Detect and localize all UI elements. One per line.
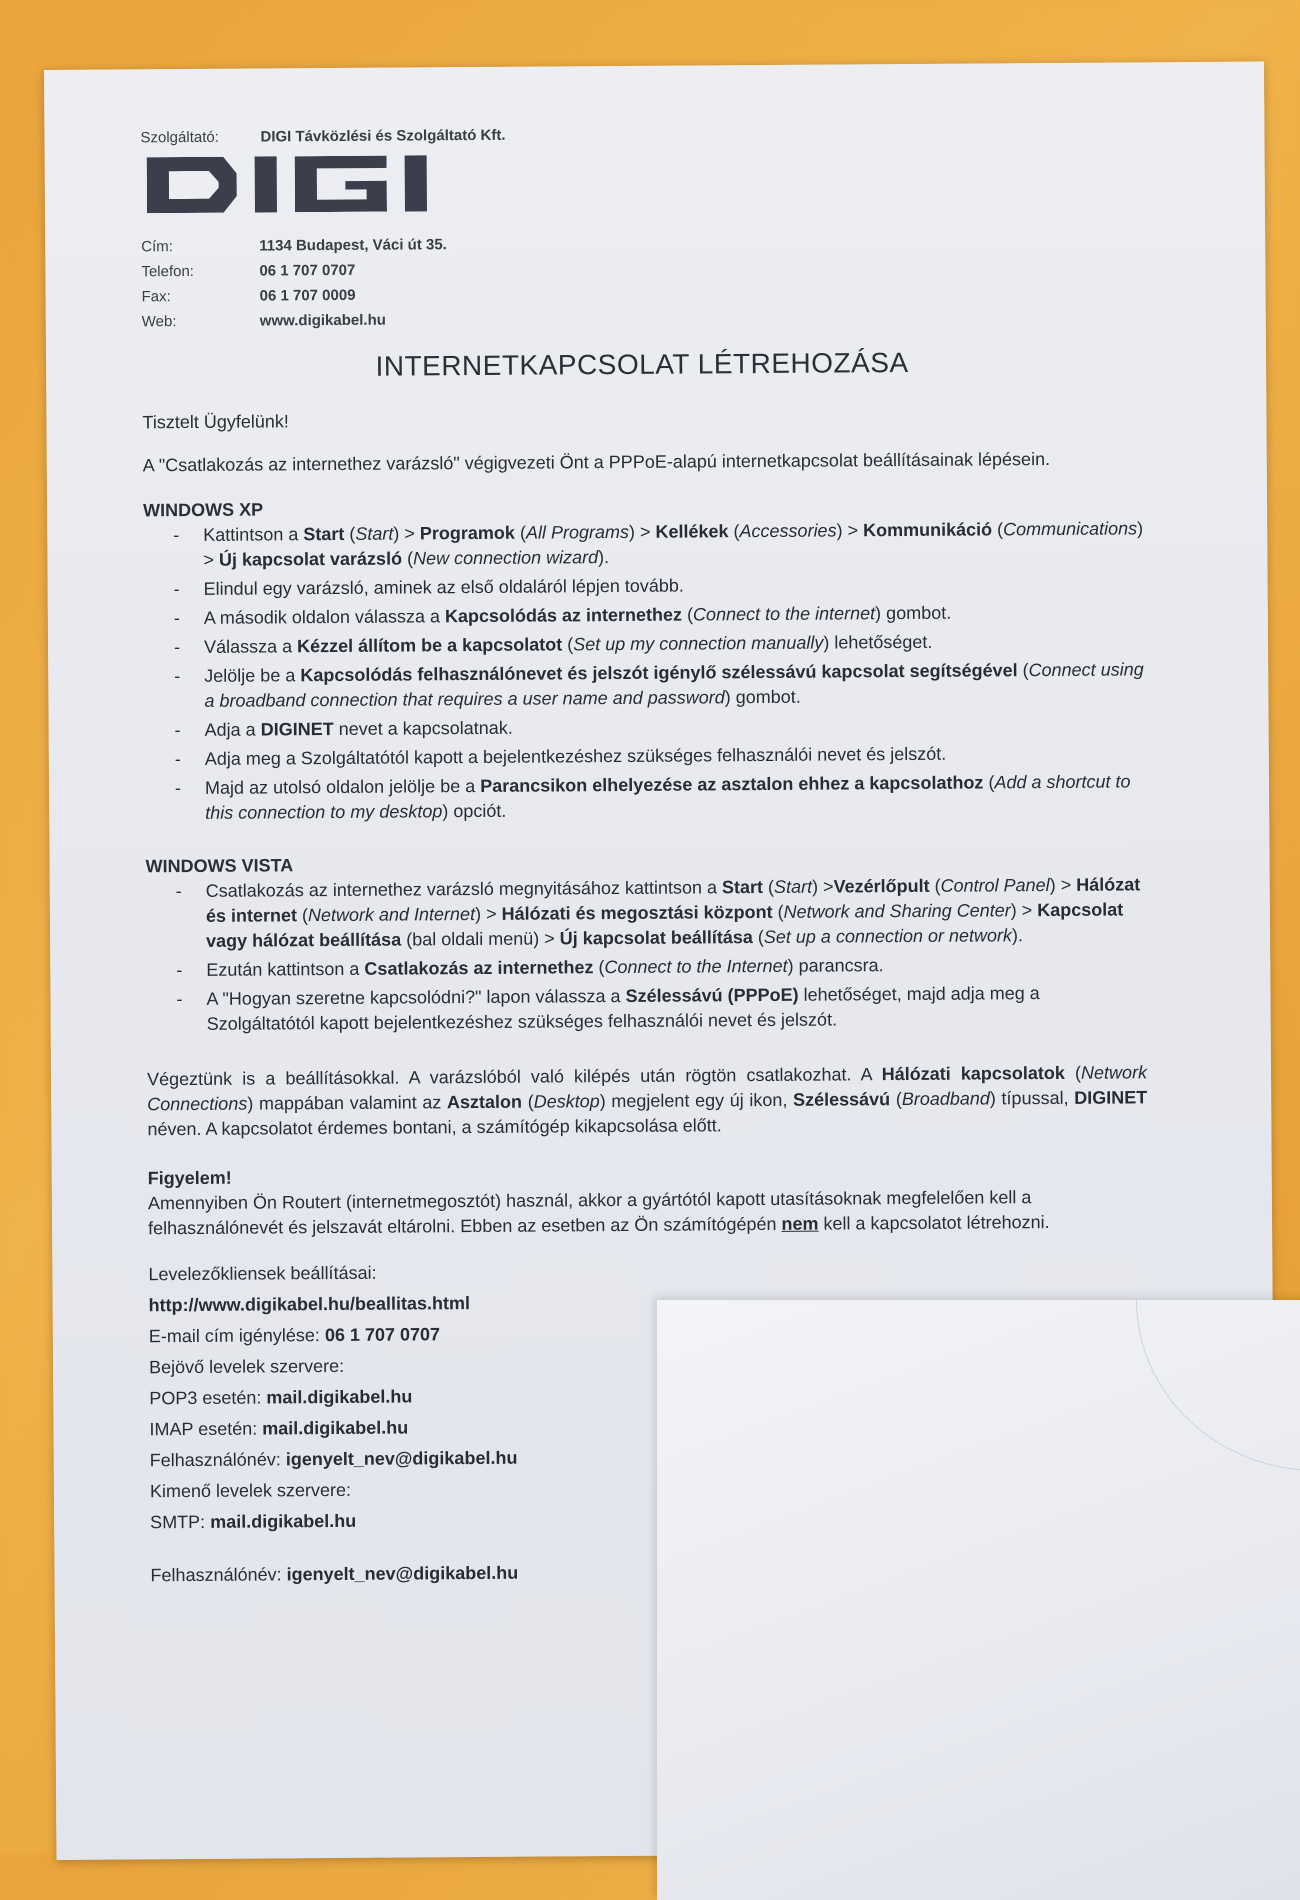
logo-letter-g xyxy=(295,156,387,213)
xp-step-1: - Kattintson a Start (Start) > Programok (All Programs) > Kellékek (Accessories) > Kommunikáció (Communications) > Új kapcsolat varázsló (New connection wizard). xyxy=(173,516,1143,573)
closing-paragraph: Végeztünk is a beállításokkal. A varázslóból való kilépés után rögtön csatlakozhat. A Hálózati kapcsolatok (Network Connections) mappában valamint az Asztalon (Desktop) megjelent egy új ikon, Szélessávú (Broadband) típussal, DIGINET néven. A kapcsolatot érdemes bontani, a számítógép kikapcsolása előtt. xyxy=(146,1062,1148,1140)
pop3-row: POP3 esetén: mail.digikabel.hu xyxy=(149,1386,413,1409)
provider-name: DIGI Távközlési és Szolgáltató Kft. xyxy=(260,126,506,146)
phone-value: 06 1 707 0707 xyxy=(259,261,356,280)
address-row xyxy=(141,231,1141,255)
greeting: Tisztelt Ügyfelünk! xyxy=(142,411,289,433)
vista-step-2: - Ezután kattintson a Csatlakozás az internethez (Connect to the Internet) parancsra. xyxy=(176,951,1146,983)
username-row-2: Felhasználónév: igenyelt_nev@digikabel.hu xyxy=(150,1562,519,1586)
provider-label: Szolgáltató: xyxy=(140,128,219,147)
warning-paragraph: Amennyiben Ön Routert (internetmegosztót) használ, akkor a gyártótól kapott utasításoknak megfelelően kell a felhasználónevét és jelszavát eltárolni. Ebben az esetben az Ön számítógépén nem kell a kapcsolatot létrehozni. xyxy=(147,1187,1050,1239)
fax-label: Fax: xyxy=(141,288,171,306)
logo-letter-i2 xyxy=(405,155,427,211)
contact-info xyxy=(141,231,1142,330)
xp-step-6: - Adja a DIGINET nevet a kapcsolatnak. xyxy=(175,711,1145,743)
mail-heading: Levelezőkliensek beállításai: xyxy=(148,1262,377,1285)
logo-letter-d xyxy=(147,157,237,214)
incoming-heading: Bejövő levelek szervere: xyxy=(148,1355,345,1378)
xp-step-7: - Adja meg a Szolgáltatótól kapott a bejelentkezéshez szükséges felhasználói nevet és jelszót. xyxy=(175,740,1145,772)
warning-title: Figyelem! xyxy=(147,1167,232,1189)
fax-row xyxy=(142,281,1142,305)
vista-step-3: - A "Hogyan szeretne kapcsolódni?" lapon válassza a Szélessávú (PPPoE) lehetőséget, majd adja meg a Szolgáltatótól kapott bejelentkezéshez szükséges felhasználói nevet és jelszót. xyxy=(176,980,1146,1037)
phone-row xyxy=(141,256,1141,280)
xp-heading: WINDOWS XP xyxy=(143,499,264,521)
xp-step-8: - Majd az utolsó oldalon jelölje be a Parancsikon elhelyezése az asztalon ehhez a kapcsolathoz (Add a shortcut to this connection to my desktop) opciót. xyxy=(175,769,1145,826)
imap-row: IMAP esetén: mail.digikabel.hu xyxy=(149,1417,409,1440)
xp-steps xyxy=(143,516,1145,826)
mail-settings-url: http://www.digikabel.hu/beallitas.html xyxy=(148,1293,471,1316)
xp-step-5: - Jelölje be a Kapcsolódás felhasználónevet és jelszót igénylő szélessávú kapcsolat segítségével (Connect using a broadband connection that requires a user name and password) gombot. xyxy=(174,657,1144,714)
page-title: INTERNETKAPCSOLAT LÉTREHOZÁSA xyxy=(375,346,909,382)
provider-row xyxy=(140,122,1140,146)
xp-step-4: - Válassza a Kézzel állítom be a kapcsolatot (Set up my connection manually) lehetőséget. xyxy=(174,628,1144,660)
white-envelope xyxy=(657,1300,1300,1900)
outgoing-heading: Kimenő levelek szervere: xyxy=(149,1479,352,1502)
email-request-row: E-mail cím igénylése: 06 1 707 0707 xyxy=(148,1324,441,1347)
web-value: www.digikabel.hu xyxy=(259,311,386,330)
vista-heading: WINDOWS VISTA xyxy=(145,855,294,877)
vista-step-1: - Csatlakozás az internethez varázsló megnyitásához kattintson a Start (Start) >Vezérlőpult (Control Panel) > Hálózat és internet (Network and Internet) > Hálózati és megosztási központ (Network and Sharing Center) > Kapcsolat vagy hálózat beállítása (bal oldali menü) > Új kapcsolat beállítása (Set up a connection or network). xyxy=(176,872,1147,954)
phone-label: Telefon: xyxy=(141,262,195,281)
fax-value: 06 1 707 0009 xyxy=(259,286,356,305)
digi-logo xyxy=(147,145,1141,218)
logo-letter-i xyxy=(255,156,277,212)
address-label: Cím: xyxy=(141,238,173,256)
envelope-flap xyxy=(1136,1300,1300,1471)
vista-steps xyxy=(146,872,1147,1037)
web-row xyxy=(142,306,1142,330)
username-row: Felhasználónév: igenyelt_nev@digikabel.hu xyxy=(149,1447,518,1471)
web-label: Web: xyxy=(141,313,177,331)
address-value: 1134 Budapest, Váci út 35. xyxy=(259,236,447,255)
intro-paragraph: A "Csatlakozás az internethez varázsló" végigvezeti Önt a PPPoE-alapú internetkapcsolat beállításainak lépésein. xyxy=(142,448,1051,476)
xp-step-3: - A második oldalon válassza a Kapcsolódás az internethez (Connect to the internet) gombot. xyxy=(174,599,1144,631)
smtp-row: SMTP: mail.digikabel.hu xyxy=(150,1510,357,1533)
xp-step-2: - Elindul egy varázsló, aminek az első oldaláról lépjen tovább. xyxy=(174,570,1144,602)
